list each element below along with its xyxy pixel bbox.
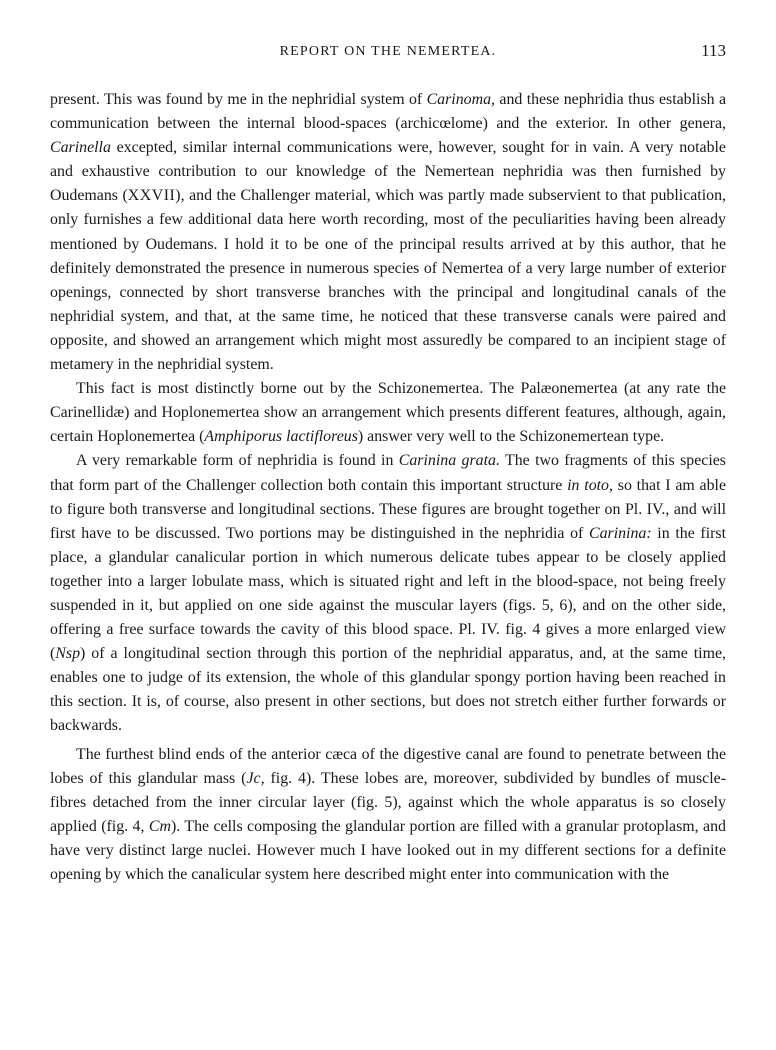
- text-run: present. This was found by me in the nephridial system of: [50, 91, 427, 108]
- paragraph: [50, 377, 726, 449]
- italic-text-run: Nsp: [55, 645, 81, 663]
- text-run: so that I am able to figure both transverse and longitudinal sections. These figures are brought together on Pl. IV., and will first have to be discussed. Two portions may be distinguished in the nephridia of: [50, 476, 726, 542]
- italic-text-run: Jc,: [246, 769, 265, 787]
- paragraph: [50, 449, 726, 738]
- text-run: in the first place, a glandular canalicular portion in which numerous delicate tubes appear to be closely applied together into a larger lobulate mass, which is situated right and left in the blood-space, not being freely suspended in it, but applied on one side against the muscular layers (figs. 5, 6), and on the other side, offering a free surface towards the cavity of this blood space. Pl. IV. fig. 4 gives a more enlarged view (: [50, 524, 726, 663]
- text-run: The two fragments of this species that form part of the Challenger collection both contain this important structure: [50, 452, 726, 494]
- italic-text-run: Carinina:: [588, 524, 652, 542]
- italic-text-run: in toto,: [567, 476, 613, 494]
- text-run: The furthest blind ends of the anterior cæca of the digestive canal are found to penetrate between the lobes of this glandular mass (: [50, 745, 726, 787]
- text-run: ) of a longitudinal section through this portion of the nephridial apparatus, and, at the same time, enables one to judge of its extension, the whole of this glandular spongy portion having been reached in this section. It is, of course, also present in other sections, but does not stretch either further forwards or backwards.: [50, 645, 726, 735]
- running-title: REPORT ON THE NEMERTEA.: [279, 44, 497, 59]
- italic-text-run: Cm: [148, 817, 171, 835]
- paragraph: [50, 743, 726, 888]
- page-number: 113: [701, 41, 726, 60]
- paragraph: [50, 88, 726, 377]
- text-run: and these nephridia thus establish a communication between the internal blood-spaces (archicœlome) and the exterior. In other genera,: [50, 91, 726, 133]
- italic-text-run: Amphiporus lactifloreus: [204, 428, 358, 446]
- italic-text-run: Carinoma,: [426, 91, 496, 108]
- page-header: [50, 38, 726, 62]
- body-text: [50, 88, 726, 887]
- text-run: ), and the Challenger material, which was partly made subservient to that publication, only furnishes a few additional data here worth recording, most of the peculiarities having been already mentioned by Oudemans. I hold it to be one of the principal results arrived at by this author, that he definitely demonstrated the presence in numerous species of Nemertea of a very large number of exterior openings, connected by short transverse branches with the principal and longitudinal canals of the nephridial system, and that, at the same time, he noticed that these transverse canals were paired and opposite, and showed an arrangement which might most assuredly be compared to an incipient stage of metamery in the nephridial system.: [50, 187, 726, 374]
- text-run: ). The cells composing the glandular portion are filled with a granular protoplasm, and have very distinct large nuclei. However much I have looked out in my different sections for a definite opening by which the canalicular system here described might enter into communication with the: [50, 817, 726, 883]
- text-run: A very remarkable form of nephridia is found in: [76, 452, 399, 470]
- text-run: XXVII: [127, 187, 176, 205]
- italic-text-run: Carinella: [50, 139, 111, 157]
- text-run: This fact is most distinctly borne out by the Schizonemertea. The Palæonemertea (at any rate the Carinellidæ) and Hoplonemertea show an arrangement which presents different features, although, again, certain Hoplonemertea (: [50, 380, 726, 446]
- italic-text-run: Carinina grata.: [398, 452, 500, 470]
- text-run: excepted, similar internal communications were, however, sought for in vain. A very notable and exhaustive contribution to our knowledge of the Nemertean nephridia was then furnished by Oudemans (: [50, 139, 726, 205]
- text-run: fig. 4). These lobes are, moreover, subdivided by bundles of muscle-fibres detached from the inner circular layer (fig. 5), against which the whole apparatus is so closely applied (fig. 4,: [50, 769, 726, 835]
- text-run: ) answer very well to the Schizonemertean type.: [357, 428, 665, 446]
